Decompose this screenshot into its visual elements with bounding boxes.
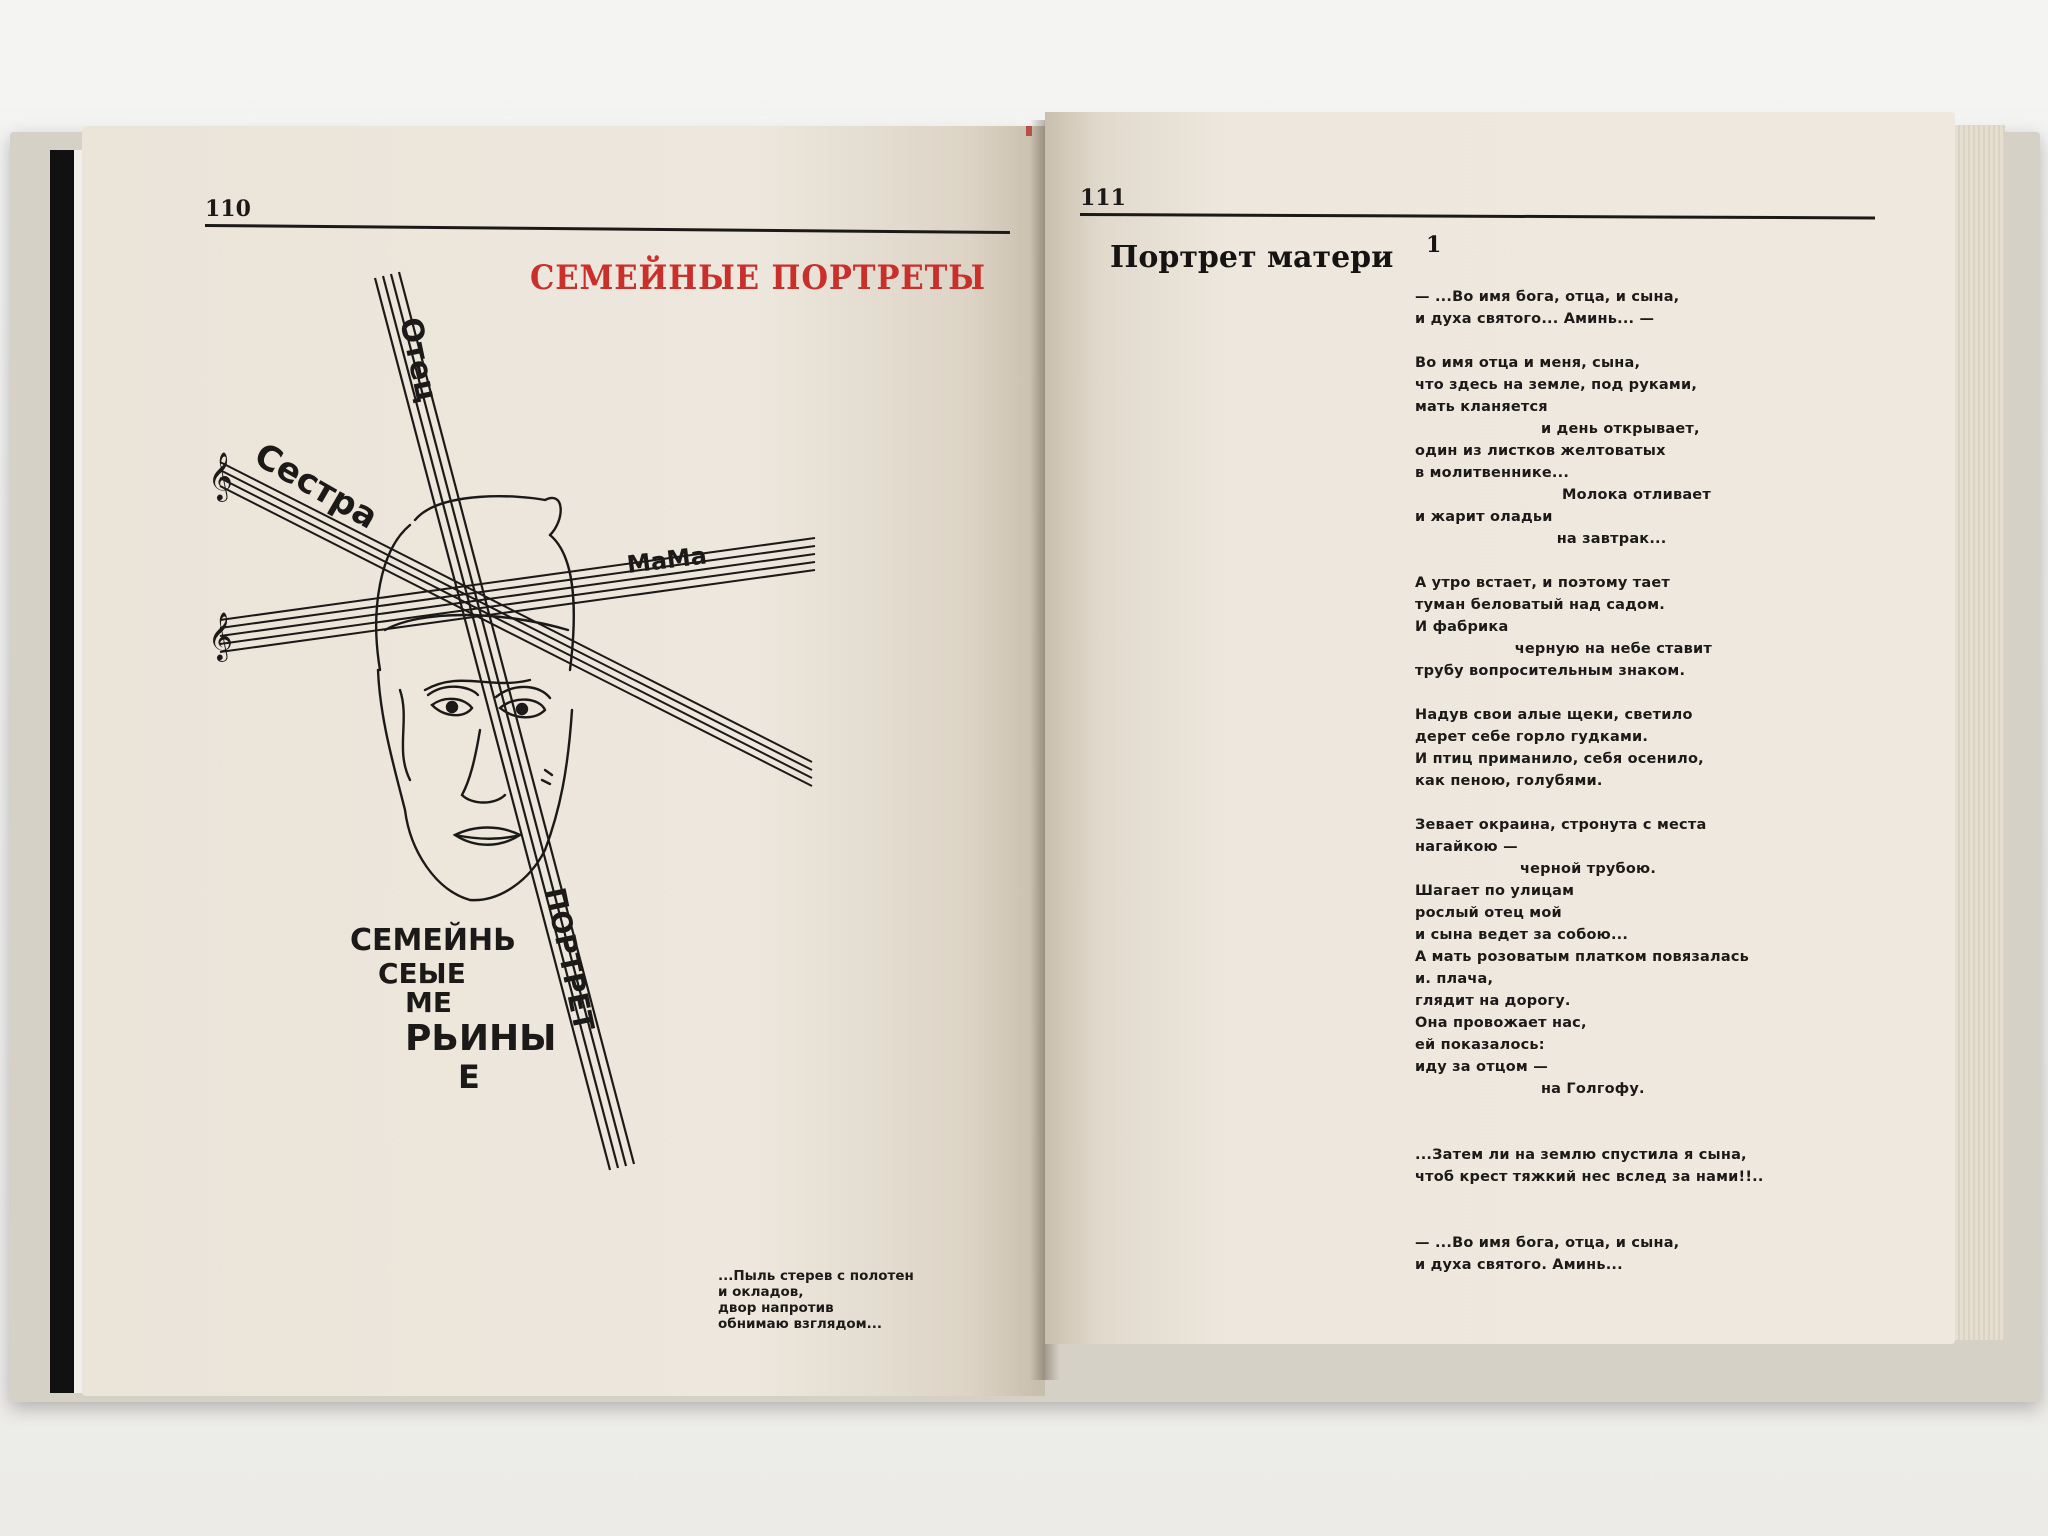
poem-line	[1415, 682, 1835, 704]
poem-line: и сына ведет за собою...	[1415, 927, 1629, 943]
poem-title: Портрет матери	[1110, 240, 1394, 275]
epigraph-line: обнимаю взглядом...	[718, 1316, 883, 1332]
poem-line: в молитвеннике...	[1415, 465, 1570, 481]
poem-line: черную на небе ставит	[1415, 641, 1712, 657]
poem-line	[1415, 792, 1835, 814]
father-label: Отец	[392, 314, 445, 406]
poem-line: Надув свои алые щеки, светило	[1415, 707, 1693, 723]
poem-line: Во имя отца и меня, сына,	[1415, 355, 1641, 371]
treble-clef-icon: 𝄞	[208, 451, 233, 500]
poem-line: глядит на дорогу.	[1415, 993, 1571, 1009]
poem-line: нагайкою —	[1415, 839, 1518, 855]
poem-line: Шагает по улицам	[1415, 883, 1575, 899]
poem-line	[1415, 1210, 1835, 1232]
poem-line: на Голгофу.	[1415, 1081, 1645, 1097]
mother-staff	[220, 538, 815, 652]
poem-line	[1415, 550, 1835, 572]
collage-word-1: СЕМЕЙНЬ	[350, 923, 516, 958]
collage-word-6: Е	[458, 1058, 480, 1096]
left-page-number: 110	[205, 196, 251, 222]
poem-line: один из листков желтоватых	[1415, 443, 1666, 459]
poem-body	[1415, 286, 1835, 1276]
poem-line: Зевает окраина, стронута с места	[1415, 817, 1707, 833]
poem-section-number: 1	[1426, 232, 1442, 258]
poem-line: на завтрак...	[1415, 531, 1667, 547]
poem-line: ...Затем ли на землю спустила я сына,	[1415, 1147, 1747, 1163]
collage-word-4: РЬИНЫ	[405, 1018, 557, 1059]
poem-line: и духа святого... Аминь... —	[1415, 311, 1655, 327]
poem-line: А утро встает, и поэтому тает	[1415, 575, 1670, 591]
poem-line: ей показалось:	[1415, 1037, 1545, 1053]
section-title: СЕМЕЙНЫЕ ПОРТРЕТЫ	[530, 258, 986, 298]
mother-label: МаМа	[625, 541, 709, 579]
endpaper-white-strip	[74, 150, 82, 1393]
poem-line: Она провожает нас,	[1415, 1015, 1587, 1031]
headband	[1026, 126, 1032, 136]
poem-line: как пеною, голубями.	[1415, 773, 1603, 789]
poem-line	[1415, 1188, 1835, 1210]
poem-line	[1415, 1100, 1835, 1122]
epigraph-line: и окладов,	[718, 1284, 804, 1300]
poem-line	[1415, 330, 1835, 352]
poem-line: — ...Во имя бога, отца, и сына,	[1415, 289, 1680, 305]
poem-line: и жарит оладьи	[1415, 509, 1553, 525]
poem-line: Молока отливает	[1415, 487, 1711, 503]
poem-line: И птиц приманило, себя осенило,	[1415, 751, 1704, 767]
poem-line: И фабрика	[1415, 619, 1509, 635]
collage-word-5: ПОРТРЕТ	[538, 884, 601, 1034]
poem-line: и день открывает,	[1415, 421, 1700, 437]
collage-word-2: СЕЫЕ	[378, 957, 466, 990]
poem-line: рослый отец мой	[1415, 905, 1562, 921]
epigraph-line: ...Пыль стерев с полотен	[718, 1268, 914, 1284]
poem-line: туман беловатый над садом.	[1415, 597, 1665, 613]
poem-line: и духа святого. Аминь...	[1415, 1257, 1623, 1273]
family-portrait-illustration	[200, 250, 840, 1200]
poem-line: А мать розоватым платком повязалась	[1415, 949, 1750, 965]
poem-line: иду за отцом —	[1415, 1059, 1548, 1075]
collage-word-3: МЕ	[405, 986, 452, 1019]
right-page-number: 111	[1080, 185, 1126, 211]
page-edges	[1950, 125, 2005, 1340]
poem-line	[1415, 1122, 1835, 1144]
poem-line: мать кланяется	[1415, 399, 1548, 415]
endpaper-black-strip	[50, 150, 74, 1393]
poem-line: черной трубою.	[1415, 861, 1657, 877]
poem-line: что здесь на земле, под руками,	[1415, 377, 1698, 393]
poem-line: чтоб крест тяжкий нес вслед за нами!!..	[1415, 1169, 1764, 1185]
poem-line: и. плача,	[1415, 971, 1494, 987]
epigraph-line: двор напротив	[718, 1300, 834, 1316]
poem-line: дерет себе горло гудками.	[1415, 729, 1649, 745]
epigraph	[718, 1268, 998, 1332]
poem-line: — ...Во имя бога, отца, и сына,	[1415, 1235, 1680, 1251]
treble-clef-icon-2: 𝄞	[208, 611, 233, 660]
sister-label: Сестра	[247, 435, 385, 538]
poem-line: трубу вопросительным знаком.	[1415, 663, 1686, 679]
